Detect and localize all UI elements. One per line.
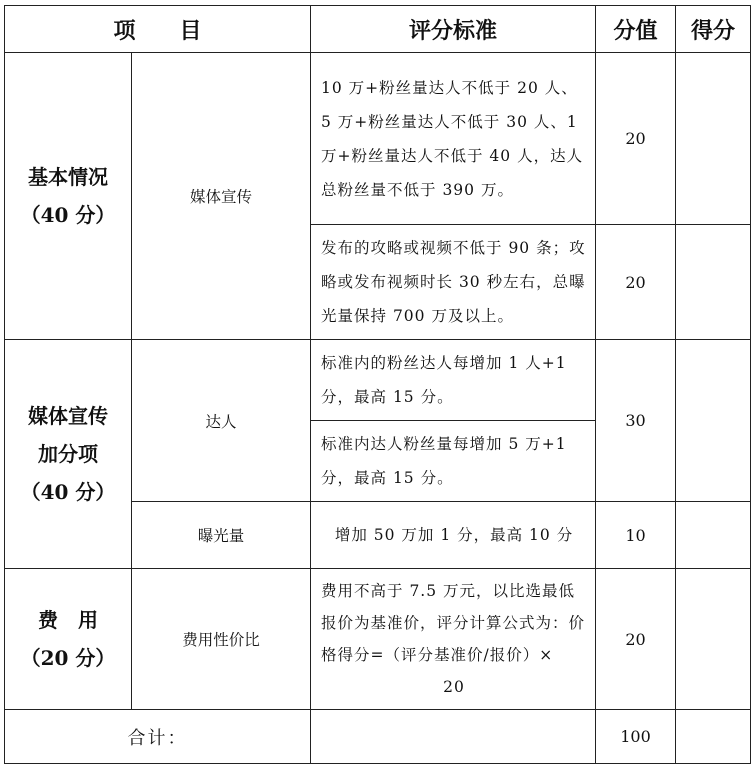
- total-score-cell[interactable]: [676, 710, 751, 764]
- header-row: [5, 6, 751, 53]
- value-cell: 20: [596, 53, 676, 225]
- criteria-cell: 增加 50 万加 1 分，最高 10 分: [311, 502, 596, 569]
- criteria-cell: [311, 569, 596, 710]
- header-criteria: 评分标准: [311, 6, 596, 53]
- sub-item-media: 媒体宣传: [132, 53, 311, 340]
- total-row: [5, 710, 751, 764]
- sub-item-cost-performance: 费用性价比: [132, 569, 311, 710]
- value-cell: 30: [596, 340, 676, 502]
- table-row: [5, 53, 751, 225]
- category-basic: 基本情况 （40 分）: [5, 53, 132, 340]
- header-score: 得分: [676, 6, 751, 53]
- value-cell: 20: [596, 569, 676, 710]
- value-cell: 10: [596, 502, 676, 569]
- criteria-text: 费用不高于 7.5 万元，以比选最低报价为基准价，评分计算公式为：价格得分=（评分基准价/报价）×: [321, 582, 586, 664]
- total-value: 100: [596, 710, 676, 764]
- category-cost: 费 用 （20 分）: [5, 569, 132, 710]
- score-cell[interactable]: [676, 569, 751, 710]
- score-cell[interactable]: [676, 502, 751, 569]
- scoring-table: [4, 5, 751, 764]
- criteria-cell: 标准内达人粉丝量每增加 5 万+1 分，最高 15 分。: [311, 421, 596, 502]
- criteria-tail: 20: [443, 678, 465, 696]
- score-cell[interactable]: [676, 340, 751, 502]
- total-criteria-empty: [311, 710, 596, 764]
- table-row: [5, 569, 751, 710]
- value-cell: 20: [596, 225, 676, 340]
- category-media-bonus: 媒体宣传 加分项 （40 分）: [5, 340, 132, 569]
- header-item: 项 目: [5, 6, 311, 53]
- criteria-cell: 10 万+粉丝量达人不低于 20 人、5 万+粉丝量达人不低于 30 人、1 万+粉丝量达人不低于 40 人，达人总粉丝量不低于 390 万。: [311, 53, 596, 225]
- criteria-cell: 发布的攻略或视频不低于 90 条；攻略或发布视频时长 30 秒左右，总曝光量保持 700 万及以上。: [311, 225, 596, 340]
- header-value: 分值: [596, 6, 676, 53]
- sub-item-influencer: 达人: [132, 340, 311, 502]
- total-label: 合计：: [5, 710, 311, 764]
- table-row: [5, 340, 751, 421]
- sub-item-exposure: 曝光量: [132, 502, 311, 569]
- criteria-cell: 标准内的粉丝达人每增加 1 人+1 分，最高 15 分。: [311, 340, 596, 421]
- score-cell[interactable]: [676, 225, 751, 340]
- score-cell[interactable]: [676, 53, 751, 225]
